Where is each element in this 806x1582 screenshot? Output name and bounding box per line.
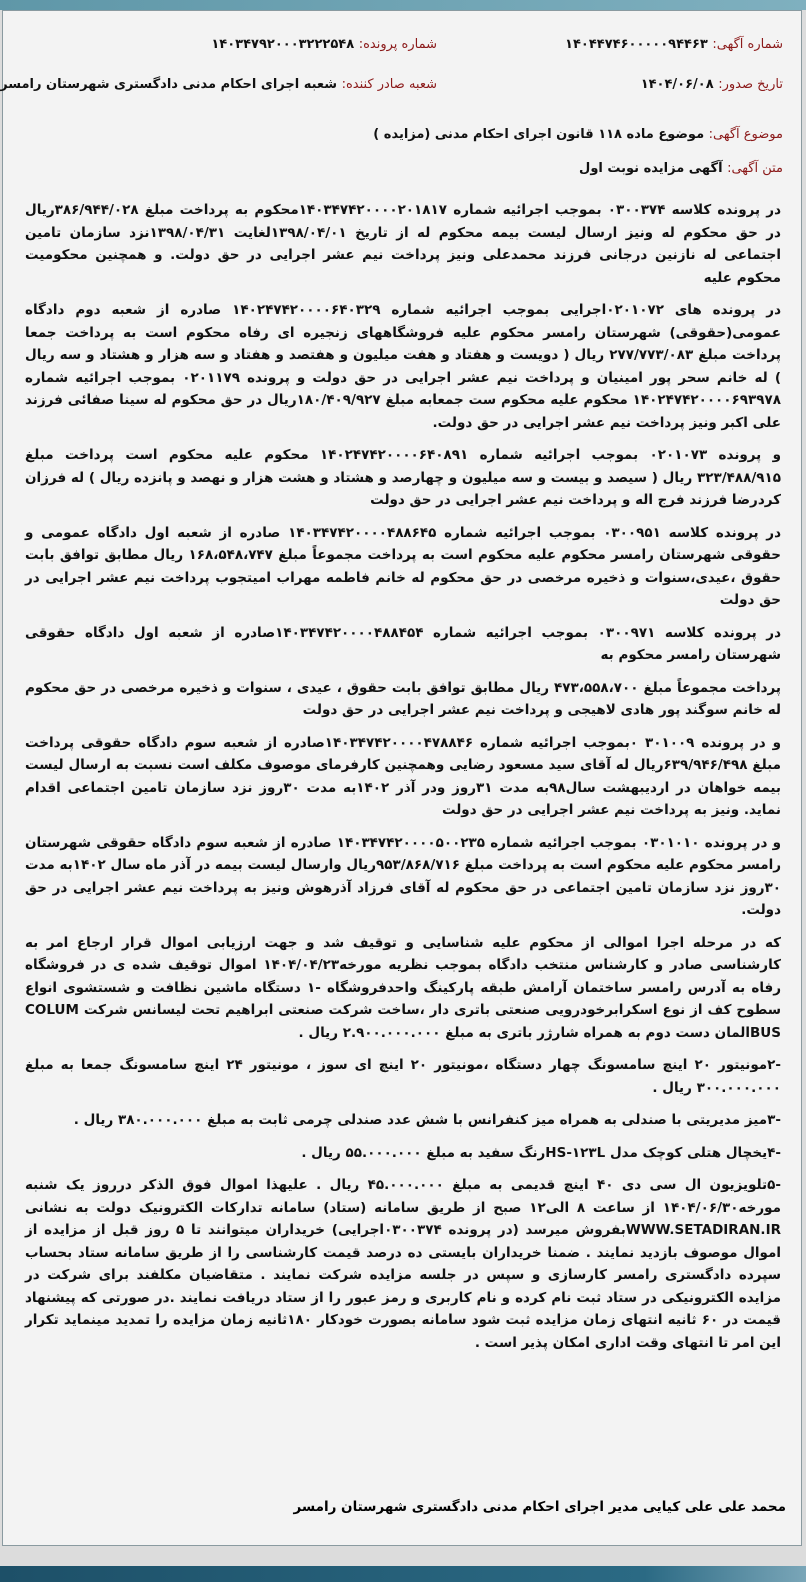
notice-paragraph: و در پرونده ۰۳۰۱۰۱۰ بموجب اجرائیه شماره ۱۴۰۳۴۷۴۲۰۰۰۰۵۰۰۲۳۵ صادره از شعبه سوم دادگاه حقوقی شهرستان رامسر محکوم علیه محکوم است به پرداخت مبلغ ۹۵۳/۸۶۸/۷۱۶ریال وارسال لیست بیمه در آذر ماه سال ۱۴۰۲به مدت ۳۰روز نزد سازمان تامین اجتماعی در حق محکوم له آقای فرزاد آذرهوش ونیز به پرداخت نیم عشر اجرایی در حق دولت.: [25, 834, 781, 918]
notice-paragraph: در پرونده کلاسه ۰۳۰۰۳۷۴ بموجب اجرائیه شماره ۱۴۰۳۴۷۴۲۰۰۰۰۲۰۱۸۱۷محکوم به پرداخت مبلغ ۳۸۶/۹۴۴/۰۲۸ریال در حق محکوم له ونیز ارسال لیست بیمه محکوم له از تاریخ ۱۳۹۸/۰۴/۰۱لغایت ۱۳۹۸/۰۴/۳۱نزد سازمان تامین اجتماعی له نازنین درجانی فرزند محمدعلی ونیز پرداخت نیم عشر اجرایی در حق دولت. و همچنین محکومیت محکوم علیه: [25, 202, 781, 286]
notice-paragraph: در پرونده کلاسه ۰۳۰۰۹۵۱ بموجب اجرائیه شماره ۱۴۰۳۴۷۴۲۰۰۰۰۴۸۸۶۴۵ صادره از شعبه اول دادگاه عمومی و حقوقی شهرستان رامسر محکوم علیه محکوم است به پرداخت مجموعاً مبلغ ۱۶۸،۵۴۸،۷۴۷ ریال مطابق توافق بابت حقوق ،عیدی،سنوات و ذخیره مرخصی در حق محکوم له خانم فاطمه مهراب امیتجوب پرداخت نیم عشر اجرایی در حق دولت: [25, 524, 782, 608]
text-label: متن آگهی:: [727, 161, 783, 176]
notice-paragraph: و در پرونده ۳۰۱۰۰۹ ۰بموجب اجرائیه شماره ۱۴۰۳۴۷۴۲۰۰۰۰۴۷۸۸۴۶صادره از شعبه سوم دادگاه حقوقی پرداخت مبلغ ۶۳۹/۹۴۶/۴۹۸ریال له آقای سید مسعود رضایی وهمچنین کارفرمای موصوف مکلف است نسبت به ارسال لیست بیمه خواهان در اردیبهشت سال۹۸به مدت ۳۱روز ودر آذر ۱۴۰۲به مدت ۳۰روز نزد سازمان تامین اجتماعی اقدام نماید. ونیز به پرداخت نیم عشر اجرایی در حق دولت: [25, 734, 782, 818]
issuer-value: شعبه اجرای احکام مدنی دادگستری شهرستان رامسر: [0, 77, 338, 92]
notice-body: [3, 199, 801, 1364]
notice-paragraph: -۳میز مدیریتی با صندلی به همراه میز کنفرانس با شش عدد صندلی چرمی ثابت به مبلغ ۳۸۰.۰۰۰.۰۰۰ ریال .: [73, 1112, 781, 1128]
issue-date: [641, 77, 783, 92]
notice-paragraph: که در مرحله اجرا اموالی از محکوم علیه شناسایی و توقیف شد و جهت ارزیابی اموال قرار ارجاع امر به کارشناسی صادر و کارشناس منتخب دادگاه بموجب نظریه مورخه۱۴۰۴/۰۴/۲۳ اموال توقیف شده ی در فروشگاه رفاه به آدرس رامسر ساختمان آرامش طبقه پارکینگ واحدفروشگاه -۱ دستگاه ماشین نظافت و شستشوی انواع سطوح کف از نوع اسکرابرخودرویی صنعتی باتری دار ،ساخت شرکت صنعتی ابراهیم تحت لیسانس شرکت COLUM BUSالمان دست دوم به همراه شارژر باتری به مبلغ ۲.۹۰۰.۰۰۰.۰۰۰ ریال .: [25, 934, 781, 1041]
issue-date-value: ۱۴۰۴/۰۶/۰۸: [640, 77, 714, 92]
window-bottom-bar: [0, 1566, 806, 1582]
ad-number-value: ۱۴۰۴۴۷۴۶۰۰۰۰۰۹۴۴۶۳: [565, 37, 708, 52]
issue-date-label: تاریخ صدور:: [718, 77, 783, 92]
subject: [373, 127, 783, 142]
notice-paragraph: پرداخت مجموعاً مبلغ ۴۷۳،۵۵۸،۷۰۰ ریال مطابق توافق بابت حقوق ، عیدی ، سنوات و ذخیره مرخصی در حق محکوم له خانم سوگند پور هادی لاهیجی و پرداخت نیم عشر اجرایی در حق دولت: [25, 679, 781, 718]
ad-number: [565, 37, 783, 52]
case-number: [211, 37, 437, 52]
subject-value: موضوع ماده ۱۱۸ قانون اجرای احکام مدنی (مزایده ): [373, 127, 705, 142]
case-number-label: شماره پرونده:: [358, 37, 437, 52]
notice-paragraph: و پرونده ۰۲۰۱۰۷۳ بموجب اجرائیه شماره ۱۴۰۲۴۷۴۲۰۰۰۰۶۴۰۸۹۱ محکوم علیه محکوم است پرداخت مبلغ ۳۲۳/۴۸۸/۹۱۵ ریال ( سیصد و بیست و سه میلیون و چهارصد و هشتاد و هشت هزار و نهصد و پانزده ریال ) له فرزان کردرضا فرزند فرج اله و پرداخت نیم عشر اجرایی در حق دولت: [25, 447, 781, 508]
notice-paragraph: در پرونده های ۰۲۰۱۰۷۲اجرایی بموجب اجرائیه شماره ۱۴۰۲۴۷۴۲۰۰۰۰۶۴۰۳۲۹ صادره از شعبه دوم دادگاه عمومی(حقوقی) شهرستان رامسر محکوم علیه فروشگاههای زنجیره ای رفاه محکوم است به پرداخت جمعا پرداخت مبلغ ۲۷۷/۷۷۳/۰۸۳ ریال ( دویست و هفتاد و هفت میلیون و هفتصد و هفتاد و سه هزار و هشتاد و سه ریال ) له خانم سحر پور امینیان و پرداخت نیم عشر اجرایی در حق دولت و پرونده ۰۲۰۱۱۷۹ بموجب اجرائیه شماره ۱۴۰۲۴۷۴۲۰۰۰۰۶۹۳۹۷۸ محکوم علیه محکوم ست جمعابه مبلغ ۱۸۰/۴۰۹/۹۲۷ریال در حق محکوم له سینا صفائی فرزند علی اکبر ونیز پرداخت نیم عشر اجرایی در حق دولت.: [25, 302, 782, 431]
window-top-bar: [0, 0, 806, 10]
signature: محمد علی علی کیایی مدیر اجرای احکام مدنی دادگستری شهرستان رامسر: [293, 1499, 786, 1515]
subject-label: موضوع آگهی:: [708, 127, 783, 142]
notice-paragraph: -۲مونیتور ۲۰ اینچ سامسونگ چهار دستگاه ،مونیتور ۲۰ اینچ ای سوز ، مونیتور ۲۴ اینچ سامسونگ جمعا به مبلغ ۳۰۰.۰۰۰.۰۰۰ ریال .: [25, 1057, 781, 1096]
notice-paragraph: -۵تلویزیون ال سی دی ۴۰ اینچ قدیمی به مبلغ ۴۵.۰۰۰.۰۰۰ ریال . علیهذا اموال فوق الذکر درروز یک شنبه مورخه۱۴۰۴/۰۶/۳۰ از ساعت ۸ الی۱۲ صبح از طریق سامانه (ستاد) سامانه تدارکات الکترونیک دولت به نشانی WWW.SETADIRAN.IRبفروش میرسد (در پرونده ۰۳۰۰۳۷۴اجرایی) خریداران میتوانند تا ۵ روز قبل از مزایده از اموال موصوف بازدید نمایند . ضمنا خریداران بایستی ده درصد قیمت کارشناسی را از طریق سامانه ستاد بحساب سپرده دادگستری رامسر کارسازی و سپس در جلسه مزایده شرکت نمایند . متقاضیان مکلفند برای شرکت در مزایده الکترونیکی در ستاد ثبت نام کرده و نام کاربری و رمز عبور را از ستاد دریافت نمایند .در صورتی که پیشنهاد قیمت در ۶۰ ثانیه انتهای زمان مزایده ثبت شود سامانه بصورت خودکار ۱۸۰ثانیه زمان مزایده را تمدید مینماید تکرار این امر تا انتهای وقت اداری امکان پذیر است .: [25, 1177, 781, 1351]
notice-panel: [2, 10, 802, 1546]
ad-number-label: شماره آگهی:: [712, 37, 783, 52]
notice-paragraph: در پرونده کلاسه ۰۳۰۰۹۷۱ بموجب اجرائیه شماره ۱۴۰۳۴۷۴۲۰۰۰۰۴۸۸۴۵۴صادره از شعبه اول دادگاه حقوقی شهرستان رامسر محکوم به: [25, 624, 781, 663]
issuer: [0, 77, 437, 92]
text-title-value: آگهی مزایده نوبت اول: [579, 161, 723, 176]
case-number-value: ۱۴۰۳۴۷۹۲۰۰۰۳۲۲۲۵۴۸: [211, 37, 355, 52]
notice-paragraph: -۴یخچال هتلی کوچک مدل HS-۱۲۳Lرنگ سفید به مبلغ ۵۵.۰۰۰.۰۰۰ ریال .: [301, 1144, 781, 1161]
issuer-label: شعبه صادر کننده:: [341, 77, 437, 92]
text-title: [579, 161, 783, 176]
